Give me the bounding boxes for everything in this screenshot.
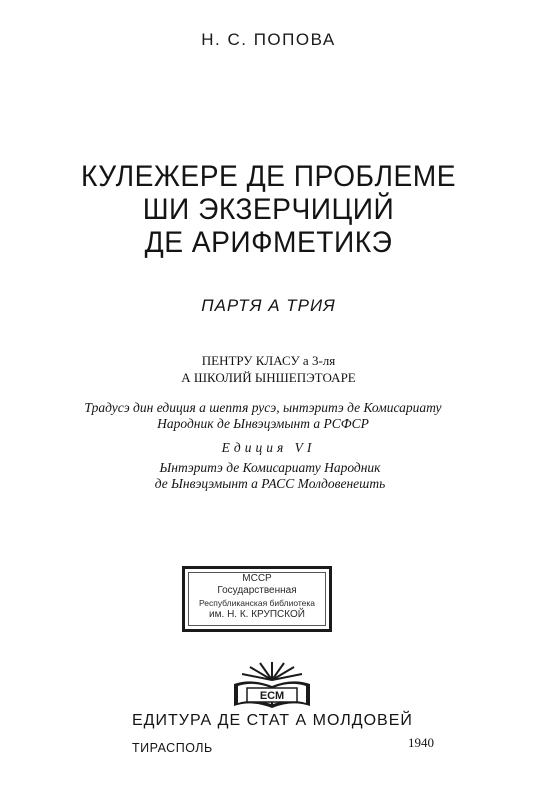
translation-line-1: Традусэ дин едиция а шептя русэ, ынтэритэ де Комисариату (84, 400, 442, 415)
author-name: Н. С. ПОПОВА (201, 30, 336, 49)
stamp-line-3: Республиканская библиотека (198, 598, 316, 608)
approval-line-1: Ынтэритэ де Комисариату Народник (159, 460, 381, 475)
stamp-line-2: Государственная (217, 585, 297, 596)
title-line-1: КУЛЕЖЕРЕ ДЕ ПРОБЛЕМЕ (80, 160, 457, 193)
title-line-3: ДЕ АРИФМЕТИКЭ (144, 226, 393, 259)
library-stamp (182, 566, 332, 632)
logo-text: ЕСМ (259, 690, 285, 702)
stamp-line-1: МССР (242, 573, 272, 584)
book-title (54, 160, 484, 259)
translation-line-2: Народник де Ынвэцэмынт а РСФСР (157, 416, 369, 431)
part-label: ПАРТЯ А ТРИЯ (201, 296, 336, 315)
title-line-2: ШИ ЭКЗЕРЧИЦИЙ (142, 193, 395, 226)
publication-year: 1940 (408, 735, 434, 750)
publication-city: ТИРАСПОЛЬ (132, 741, 213, 755)
approval-note (40, 460, 500, 492)
grade-line-2: А ШКОЛИЙ ЫНШЕПЭТОАРЕ (181, 370, 356, 385)
stamp-line-4: им. Н. К. КРУПСКОЙ (209, 609, 305, 620)
grade-info (0, 352, 537, 386)
publisher-logo-icon (230, 660, 314, 712)
publisher-name: ЕДИТУРА ДЕ СТАТ А МОЛДОВЕЙ (132, 712, 413, 729)
grade-line-1: ПЕНТРУ КЛАСУ а 3-ля (201, 353, 336, 368)
translation-note (28, 400, 498, 432)
edition-label: Едиция VI (221, 440, 316, 455)
approval-line-2: де Ынвэцэмынт а РАСС Молдовенешть (154, 476, 386, 491)
